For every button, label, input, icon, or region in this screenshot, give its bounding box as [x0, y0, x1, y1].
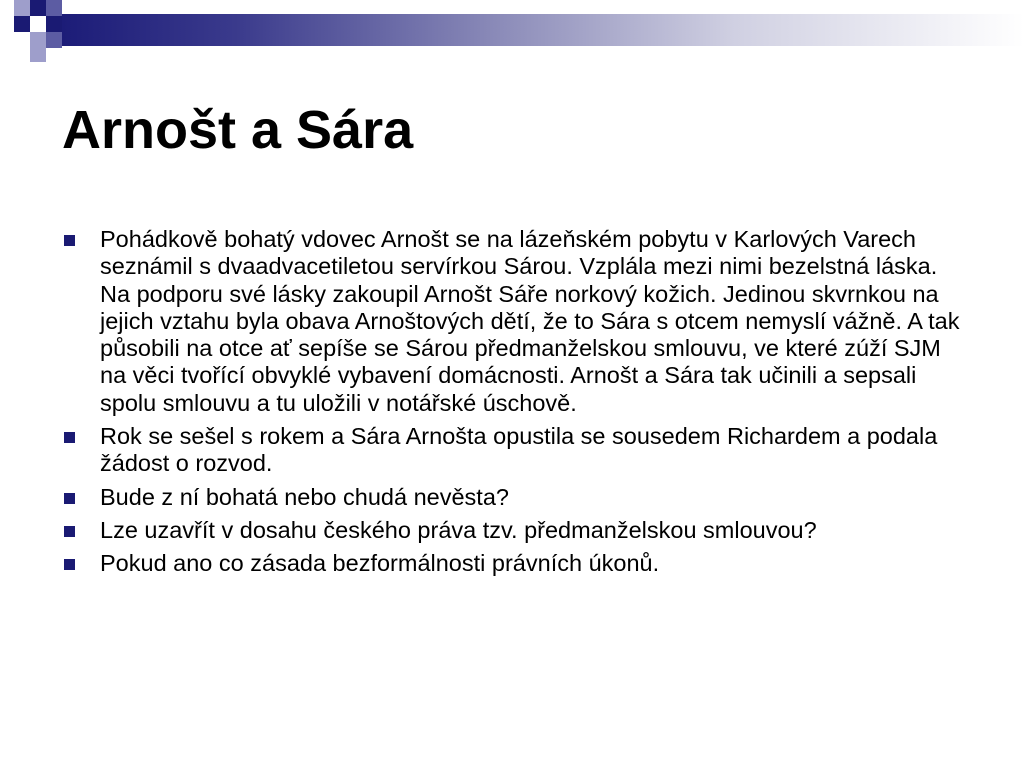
bullet-item	[62, 226, 962, 417]
bullet-list	[62, 226, 962, 584]
bullet-text: Pohádkově bohatý vdovec Arnošt se na lázeňském pobytu v Karlových Varech seznámil s dvaadvacetiletou servírkou Sárou. Vzplála mezi nimi bezelstná láska. Na podporu své lásky zakoupil Arnošt Sáře norkový kožich. Jedinou skvrnkou na jejich vztahu byla obava Arnoštových dětí, že to Sára s otcem nemyslí vážně. A tak působili na otce ať sepíše se Sárou předmanželskou smlouvu, ve které zúží SJM na věci tvořící obvyklé vybavení domácnosti. Arnošt a Sára tak učinili a sepsali spolu smlouvu a tu uložili v notářské úschově.	[100, 226, 960, 416]
decor-square	[30, 16, 46, 32]
bullet-item	[62, 550, 962, 577]
decor-square	[14, 0, 30, 16]
bullet-item	[62, 484, 962, 511]
square-bullet-icon	[64, 559, 75, 570]
decor-square	[46, 16, 62, 32]
decor-square	[30, 46, 46, 62]
square-bullet-icon	[64, 493, 75, 504]
decor-square	[30, 0, 46, 16]
slide-title: Arnošt a Sára	[62, 100, 414, 160]
decor-square	[46, 0, 62, 16]
decor-square	[46, 32, 62, 48]
square-bullet-icon	[64, 526, 75, 537]
decor-square	[14, 16, 30, 32]
bullet-text: Pokud ano co zásada bezformálnosti právních úkonů.	[100, 550, 660, 577]
bullet-text: Bude z ní bohatá nebo chudá nevěsta?	[100, 483, 509, 510]
bullet-text: Lze uzavřít v dosahu českého práva tzv. předmanželskou smlouvou?	[100, 516, 817, 543]
bullet-item	[62, 517, 962, 544]
square-bullet-icon	[64, 235, 75, 246]
header-gradient-bar	[62, 14, 1024, 46]
header-decoration	[0, 0, 1024, 62]
bullet-item	[62, 423, 962, 478]
bullet-text: Rok se sešel s rokem a Sára Arnošta opustila se sousedem Richardem a podala žádost o rozvod.	[100, 423, 938, 477]
square-bullet-icon	[64, 432, 75, 443]
